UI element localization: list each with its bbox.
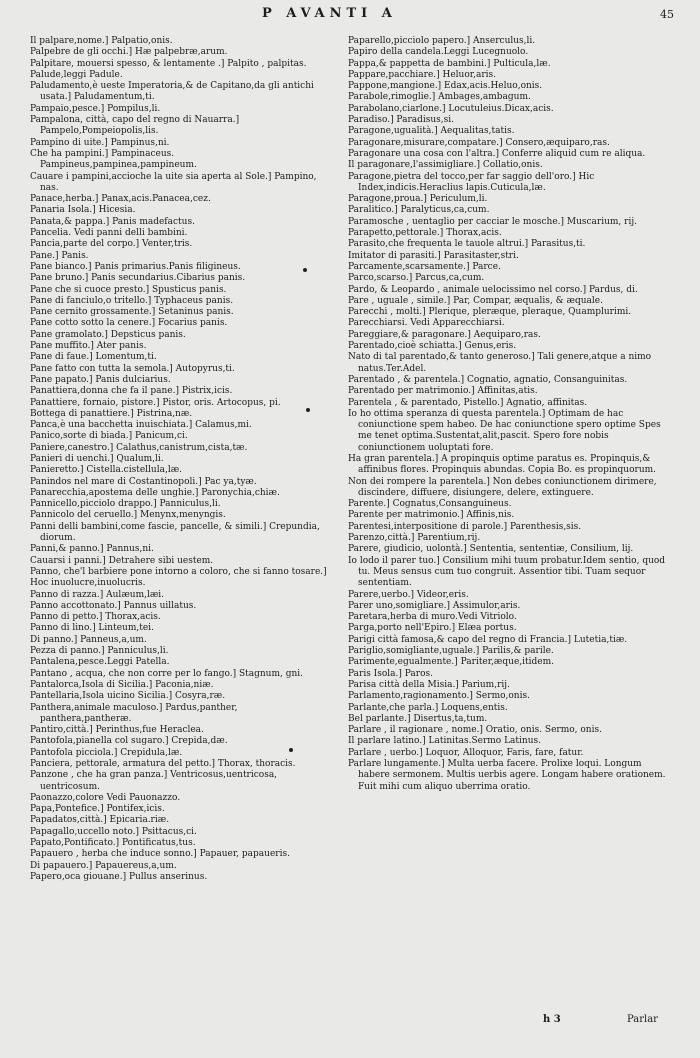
dictionary-entry: Panno di petto.] Thorax,acis. <box>30 612 161 623</box>
dictionary-entry: Panattiere, fornaio, pistore.] Pistor, oris. Artocopus, pi. <box>30 397 281 408</box>
dictionary-entry: Pane fatto con tutta la semola.] Autopyrus,ti. <box>30 363 235 374</box>
dictionary-entry: Panieri di uenchi.] Qualum,li. <box>30 453 164 464</box>
dictionary-entry: Panca,è una bacchetta inuischiata.] Calamus,mi. <box>30 420 252 431</box>
dictionary-entry: Parabolano,ciarlone.] Locutuleius.Dicax,acis. <box>348 103 554 114</box>
dictionary-entry: Pezza di panno.] Panniculus,li. <box>30 646 169 657</box>
dictionary-entry: Pariglio,somigliante,uguale.] Parilis,& parile. <box>348 646 554 657</box>
dictionary-entry: Il paragonare,l'assimigliare.] Collatio,onis. <box>348 160 543 171</box>
dictionary-entry: Pappa,& pappetta de bambini.] Pulticula,læ. <box>348 58 551 69</box>
dictionary-entry: Parentado,cioè schiatta.] Genus,eris. <box>348 341 517 352</box>
dictionary-entry: Pantiro,città.] Perinthus,fue Heraclea. <box>30 725 204 736</box>
dictionary-entry: Panni,& panno.] Pannus,ni. <box>30 544 154 555</box>
ink-spot <box>306 408 310 412</box>
dictionary-entry: Papero,oca giouane.] Pullus anserinus. <box>30 871 208 882</box>
dictionary-entry: Palpitare, mouersi spesso, & lentamente .] Palpito , palpitas. <box>30 58 307 69</box>
dictionary-entry: Nato di tal parentado,& tanto generoso.] Tali genere,atque a nimo natus.Ter.Adel. <box>348 352 652 374</box>
dictionary-entry: Pantofola,pianella col sugaro.] Crepida,dæ. <box>30 736 228 747</box>
dictionary-entry: Pantofola picciola.] Crepidula,læ. <box>30 747 183 758</box>
dictionary-entry: Panthera,animale maculoso.] Pardus,panther, panthera,pantheræ. <box>30 702 238 724</box>
dictionary-entry: Pane bruno.] Panis secundarius.Cibarius panis. <box>30 273 246 284</box>
dictionary-entry: Parisa città della Misia.] Parium,rij. <box>348 679 510 690</box>
dictionary-entry: Pappone,mangione.] Edax,acis.Heluo,onis. <box>348 81 543 92</box>
dictionary-entry: Io ho ottima speranza di questa parentela.] Optimam de hac coniunctione spem habeo. De hac coniunctione spero optime Spes me tenet optima.Sustentat,alit,pascit. Spero fore nobis coniunctionem uoluptati fore. <box>348 408 661 453</box>
dictionary-entry: Parlante,che parla.] Loquens,entis. <box>348 702 508 713</box>
dictionary-entry: Paragone,pietra del tocco,per far saggio dell'oro.] Hic Index,indicis.Heraclius lapis.Cuticula,læ. <box>348 171 595 193</box>
dictionary-entry: Paragone,proua.] Periculum,li. <box>348 194 488 205</box>
dictionary-entry: Cauarsi i panni.] Detrahere sibi uestem. <box>30 555 214 566</box>
dictionary-entry: Parenzo,città.] Parentium,rij. <box>348 533 481 544</box>
dictionary-entry: Parere,uerbo.] Videor,eris. <box>348 589 469 600</box>
printer-signature: h 3 <box>543 1014 561 1025</box>
dictionary-entry: Papauero , herba che induce sonno.] Papauer, papaueris. <box>30 849 290 860</box>
dictionary-entry: Pane papato.] Panis dulciarius. <box>30 374 171 385</box>
page-header <box>0 4 700 30</box>
dictionary-entry: Pannicello,picciolo drappo.] Panniculus,li. <box>30 499 221 510</box>
right-column <box>348 36 674 793</box>
dictionary-entry: Parlare , uerbo.] Loquor, Alloquor, Faris, fare, fatur. <box>348 747 584 758</box>
dictionary-entry: Parga,porto nell'Epiro.] Elæa portus. <box>348 623 517 634</box>
dictionary-entry: Paretara,herba di muro.Vedi Vitriolo. <box>348 612 517 623</box>
dictionary-entry: Panarecchia,apostema delle unghie.] Paronychia,chiæ. <box>30 487 280 498</box>
dictionary-entry: Parigi città famosa,& capo del regno di Francia.] Lutetia,tiæ. <box>348 634 628 645</box>
dictionary-entry: Paris Isola.] Paros. <box>348 668 433 679</box>
dictionary-entry: Parer uno,somigliare.] Assimulor,aris. <box>348 600 521 611</box>
dictionary-entry: Papa,Pontefice.] Pontifex,icis. <box>30 804 165 815</box>
dictionary-entry: Papadatos,città.] Epicaria.riæ. <box>30 815 170 826</box>
page-footer <box>0 1014 700 1030</box>
dictionary-entry: Panieretto.] Cistella.cistellula,læ. <box>30 465 183 476</box>
dictionary-entry: Pane che si cuoce presto.] Spusticus panis. <box>30 284 227 295</box>
dictionary-entry: Panace,herba.] Panax,acis.Panacea,cez. <box>30 194 211 205</box>
dictionary-entry: Cauare i pampini,accioche la uite sia aperta al Sole.] Pampino, nas. <box>30 171 317 193</box>
dictionary-entry: Ha gran parentela.] A propinquis optime paratus es. Propinquis,& affinibus flores. Propinquis abundas. Copia Bo. es propinquorum. <box>348 453 657 476</box>
dictionary-entry: Paonazzo,colore Vedi Pauonazzo. <box>30 792 181 803</box>
dictionary-entry: Panindos nel mare di Costantinopoli.] Pac ya,tyæ. <box>30 476 257 487</box>
dictionary-entry: Panico,sorte di biada.] Panicum,ci. <box>30 431 188 442</box>
dictionary-entry: Di papauero.] Papauereus,a,um. <box>30 860 177 871</box>
dictionary-entry: Pancia,parte del corpo.] Venter,tris. <box>30 239 193 250</box>
dictionary-entry: Paragonare,misurare,compatare.] Consero,æquiparo,ras. <box>348 137 610 148</box>
dictionary-entry: Pardo, & Leopardo , animale uelocissimo nel corso.] Pardus, di. <box>348 284 638 295</box>
dictionary-entry: Che ha pampini.] Pampinaceus. Pampineus,pampinea,pampineum. <box>30 148 197 171</box>
dictionary-entry: Parentela , & parentado, Pistello.] Agnatio, affinitas. <box>348 397 588 408</box>
dictionary-entry: Paragonare una cosa con l'altra.] Conferre aliquid cum re aliqua. <box>348 148 646 159</box>
dictionary-entry: Paradiso.] Paradisus,si. <box>348 115 455 126</box>
dictionary-entry: Imitator di parasiti.] Parasitaster,stri. <box>348 250 519 261</box>
dictionary-entry: Panno di razza.] Aulæum,læi. <box>30 589 165 600</box>
dictionary-entry: Pampalona, città, capo del regno di Nauarra.] Pampelo,Pompeiopolis,lis. <box>30 115 240 137</box>
page-number: 45 <box>660 8 674 21</box>
dictionary-entry: Panni delli bambini,come fascie, pancelle, & simili.] Crepundia, diorum. <box>30 521 320 544</box>
dictionary-entry: Parlamento,ragionamento.] Sermo,onis. <box>348 691 530 702</box>
dictionary-entry: Panno di lino.] Linteum,tei. <box>30 623 154 634</box>
dictionary-entry: Pane bianco.] Panis primarius.Panis filigineus. <box>30 261 241 272</box>
dictionary-entry: Pane.] Panis. <box>30 250 89 261</box>
dictionary-entry: Parentado per matrimonio.] Affinitas,atis. <box>348 386 538 397</box>
dictionary-entry: Pare , uguale , simile.] Par, Compar, æqualis, & æquale. <box>348 295 603 306</box>
dictionary-entry: Pancelia. Vedi panni delli bambini. <box>30 228 188 239</box>
dictionary-entry: Parapetto,pettorale.] Thorax,acis. <box>348 228 502 239</box>
dictionary-entry: Pampino di uite.] Pampinus,ni. <box>30 137 170 148</box>
dictionary-entry: Paragone,ugualità.] Aequalitas,tatis. <box>348 126 515 137</box>
dictionary-entry: Parabole,rimoglie.] Ambages,ambagum. <box>348 92 531 103</box>
dictionary-entry: Parere, giudicio, uolontà.] Sententia, sententiæ, Consilium, lij. <box>348 544 634 555</box>
dictionary-entry: Panzone , che ha gran panza.] Ventricosus,uentricosa, uentricosum. <box>30 770 278 792</box>
dictionary-entry: Il palpare,nome.] Palpatio,onis. <box>30 36 173 46</box>
dictionary-entry: Pantellaria,Isola uicino Sicilia.] Cosyra,ræ. <box>30 691 226 702</box>
dictionary-entry: Parcamente,scarsamente.] Parce. <box>348 261 501 272</box>
dictionary-entry: Parecchi , molti.] Plerique, pleræque, pleraque, Quamplurimi. <box>348 307 632 318</box>
dictionary-entry: Paniere,canestro.] Calathus,canistrum,cista,tæ. <box>30 442 248 453</box>
dictionary-entry: Palpebre de gli occhi.] Hæ palpebræ,arum. <box>30 47 228 58</box>
dictionary-entry: Paralitico.] Paralyticus,ca,cum. <box>348 205 490 216</box>
dictionary-entry: Pane di faue.] Lomentum,ti. <box>30 352 157 363</box>
dictionary-entry: Panata,& pappa.] Panis madefactus. <box>30 216 195 227</box>
dictionary-entry: Panattiera,donna che fa il pane.] Pistrix,icis. <box>30 386 233 397</box>
dictionary-entry: Pane di fanciulo,o tritello.] Typhaceus panis. <box>30 295 234 306</box>
dictionary-entry: Parente per matrimonio.] Affinis,nis. <box>348 510 515 521</box>
dictionary-entry: Non dei rompere la parentela.] Non debes coniunctionem dirimere, discindere, diffuere, disiungere, delere, extinguere. <box>348 476 657 498</box>
dictionary-entry: Il parlare latino.] Latinitas.Sermo Latinus. <box>348 736 541 747</box>
ink-spot <box>303 268 307 272</box>
dictionary-entry: Bel parlante.] Disertus,ta,tum. <box>348 713 488 724</box>
dictionary-entry: Paparello,picciolo papero.] Anserculus,li. <box>348 36 536 46</box>
ink-spot <box>289 748 293 752</box>
running-title: P AVANTI A <box>262 6 397 21</box>
dictionary-entry: Parlare lungamente.] Multa uerba facere. Prolixe loqui. Longum habere sermonem. Multis uerbis agere. Longam habere orationem. Fuit mihi cum aliquo uberrima oratio. <box>348 759 666 792</box>
dictionary-entry: Parecchiarsi. Vedi Apparecchiarsi. <box>348 318 505 329</box>
dictionary-entry: Panaria Isola.] Hicesia. <box>30 205 136 216</box>
dictionary-entry: Palude,leggi Padule. <box>30 69 123 80</box>
dictionary-entry: Pane cernito grossamente.] Setaninus panis. <box>30 307 234 318</box>
dictionary-entry: Pampaio,pesce.] Pompilus,li. <box>30 103 161 114</box>
dictionary-entry: Parentesi,interpositione di parole.] Parenthesis,sis. <box>348 521 582 532</box>
dictionary-entry: Parlare , il ragionare , nome.] Oratio, onis. Sermo, onis. <box>348 725 602 736</box>
dictionary-entry: Hoc inuolucre,inuolucris. <box>30 578 146 589</box>
dictionary-entry: Parco,scarso.] Parcus,ca,cum. <box>348 273 485 284</box>
dictionary-entry: Parente.] Cognatus,Consanguineus. <box>348 499 512 510</box>
dictionary-entry: Paramosche , uentaglio per cacciar le mosche.] Muscarium, rij. <box>348 216 637 227</box>
dictionary-entry: Pantalorca,Isola di Sicilia.] Paconia,niæ. <box>30 679 214 690</box>
dictionary-entry: Panno accottonato.] Pannus uillatus. <box>30 600 197 611</box>
dictionary-entry: Pane muffito.] Ater panis. <box>30 341 147 352</box>
dictionary-entry: Parimente,egualmente.] Pariter,æque,itidem. <box>348 657 554 668</box>
dictionary-entry: Pantano , acqua, che non corre per lo fango.] Stagnum, gni. <box>30 668 304 679</box>
dictionary-entry: Paludamento,è ueste Imperatoria,& de Capitano,da gli antichi usata.] Paludamentum,ti. <box>30 81 314 103</box>
dictionary-entry: Papagallo,uccello noto.] Psittacus,ci. <box>30 826 197 837</box>
dictionary-entry: Papato,Pontificato.] Pontificatus,tus. <box>30 838 196 849</box>
dictionary-entry: Papiro della candela.Leggi Lucegnuolo. <box>348 47 529 58</box>
dictionary-entry: Pappare,pacchiare.] Heluor,aris. <box>348 69 496 80</box>
left-column <box>30 36 330 883</box>
dictionary-entry: Panno, che'l barbiere pone intorno a coloro, che si fanno tosare.] <box>30 566 327 577</box>
dictionary-entry: Io lodo il parer tuo.] Consilium mihi tuum probatur.Idem sentio, quod tu. Meus sensus cum tuo congruit. Assentior tibi. Tuam sequor sententiam. <box>348 555 666 589</box>
dictionary-entry: Parasito,che frequenta le tauole altrui.] Parasitus,ti. <box>348 239 586 250</box>
dictionary-entry: Di panno.] Panneus,a,um. <box>30 634 147 645</box>
dictionary-entry: Parentado , & parentela.] Cognatio, agnatio, Consanguinitas. <box>348 374 628 385</box>
dictionary-entry: Pannicolo del ceruello.] Menynx,menyngis. <box>30 510 226 521</box>
dictionary-entry: Bottega di panattiere.] Pistrina,næ. <box>30 408 193 419</box>
dictionary-entry: Pane gramolato.] Depsticus panis. <box>30 329 186 340</box>
dictionary-entry: Panciera, pettorale, armatura del petto.] Thorax, thoracis. <box>30 759 296 769</box>
dictionary-entry: Pantalena,pesce.Leggi Patella. <box>30 657 170 668</box>
dictionary-entry: Pane cotto sotto la cenere.] Focarius panis. <box>30 318 228 329</box>
dictionary-entry: Pareggiare,& paragonare.] Aequiparo,ras. <box>348 329 541 340</box>
catchword: Parlar <box>627 1014 658 1025</box>
